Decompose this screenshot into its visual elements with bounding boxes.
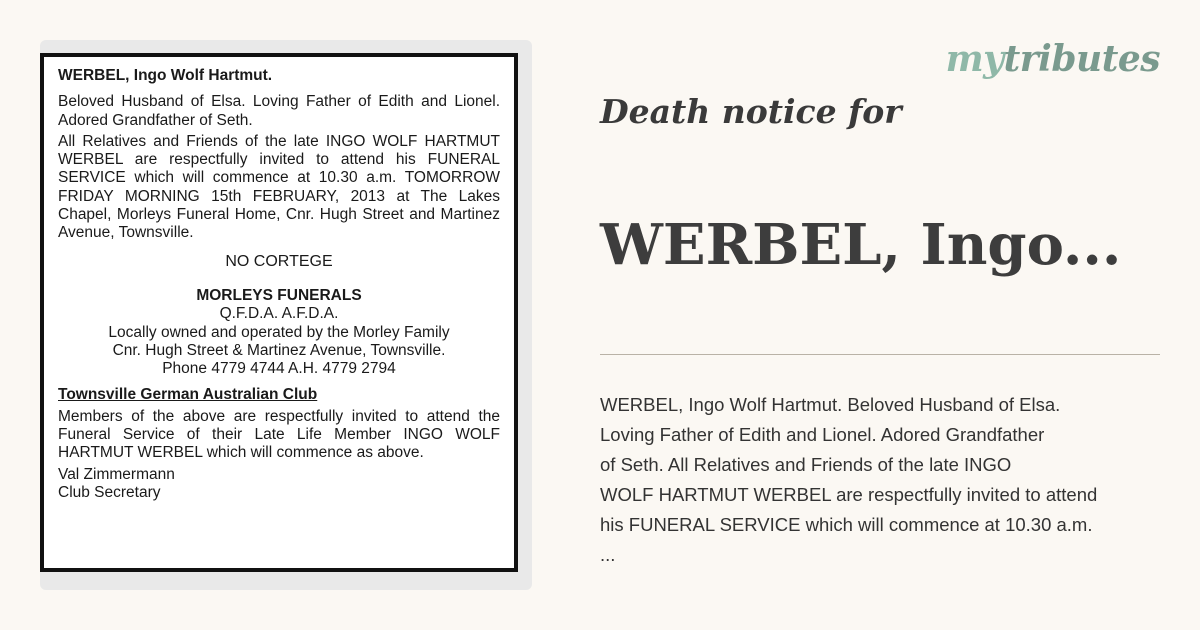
club-role: Club Secretary xyxy=(58,483,161,501)
club-text: Members of the above are respectfully invited to attend the Funeral Service of their Late Life Member INGO WOLF HARTMUT WERBEL which will commence as above. xyxy=(58,407,500,462)
deceased-name-title: WERBEL, Ingo... xyxy=(600,212,1122,278)
excerpt-ellipsis: ... xyxy=(600,544,616,565)
logo-part-my: my xyxy=(945,38,1004,80)
notice-frame xyxy=(40,53,518,572)
notice-cortege: NO CORTEGE xyxy=(225,252,333,270)
logo-part-tributes: tributes xyxy=(1003,38,1160,80)
funeral-director-name: MORLEYS FUNERALS xyxy=(196,286,362,304)
notice-deceased-name: WERBEL, Ingo Wolf Hartmut. xyxy=(58,67,273,84)
mytributes-logo xyxy=(946,38,1160,80)
excerpt-line: his FUNERAL SERVICE which will commence at 10.30 a.m. xyxy=(600,514,1093,535)
notice-family-text: Beloved Husband of Elsa. Loving Father of Edith and Lionel. Adored Grandfather of Seth. xyxy=(58,93,500,129)
excerpt-line: Loving Father of Edith and Lionel. Adored Grandfather xyxy=(600,424,1045,445)
funeral-director-address: Cnr. Hugh Street & Martinez Avenue, Townsville. xyxy=(112,341,446,359)
death-notice-heading: Death notice for xyxy=(600,92,902,131)
excerpt-line: WERBEL, Ingo Wolf Hartmut. Beloved Husband of Elsa. xyxy=(600,394,1061,415)
funeral-director-phone: Phone 4779 4744 A.H. 4779 2794 xyxy=(162,360,396,378)
excerpt-line: of Seth. All Relatives and Friends of the late INGO xyxy=(600,454,1012,475)
funeral-director-quals: Q.F.D.A. A.F.D.A. xyxy=(219,305,339,323)
notice-image xyxy=(40,40,532,590)
notice-invitation-text: All Relatives and Friends of the late INGO WOLF HARTMUT WERBEL are respectfully invited to attend his FUNERAL SERVICE which will commence at 10.30 a.m. TOMORROW FRIDAY MORNING 15th FEBRUARY, 2013 at The Lakes Chapel, Morleys Funeral Home, Cnr. Hugh Street and Martinez Avenue, Townsville. xyxy=(58,132,500,242)
club-signatory: Val Zimmermann xyxy=(58,465,175,483)
club-name: Townsville German Australian Club xyxy=(58,386,318,404)
excerpt-line: WOLF HARTMUT WERBEL are respectfully invited to attend xyxy=(600,484,1098,505)
funeral-director-tagline: Locally owned and operated by the Morley Family xyxy=(108,323,450,341)
divider xyxy=(600,354,1160,355)
notice-excerpt xyxy=(600,390,1165,570)
